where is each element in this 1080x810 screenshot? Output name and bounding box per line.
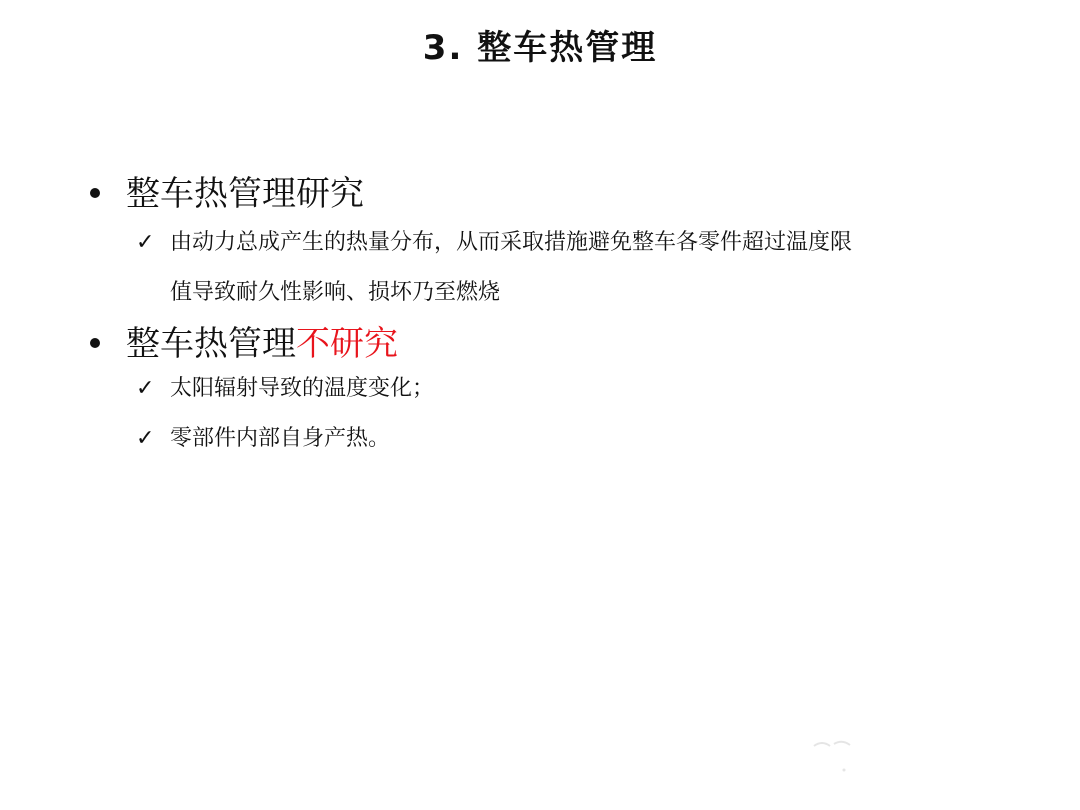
slide-title: 3. 整车热管理 xyxy=(422,28,658,68)
list-item xyxy=(136,374,434,404)
watermark-logo xyxy=(808,738,856,778)
section-heading-text: 整车热管理 xyxy=(126,324,296,364)
section-heading-highlight: 不研究 xyxy=(296,324,398,364)
list-item-text: 零部件内部自身产热。 xyxy=(170,426,391,451)
check-mark-icon: ✓ xyxy=(136,426,155,451)
check-mark-icon: ✓ xyxy=(136,230,155,255)
bullet-dot-icon xyxy=(90,338,100,348)
list-item-text: 由动力总成产生的热量分布，从而采取措施避免整车各零件超过温度限 xyxy=(170,230,853,255)
section-heading-not-research xyxy=(90,322,398,366)
list-item xyxy=(136,424,390,454)
section-heading-research xyxy=(90,172,364,216)
section-heading-text: 整车热管理研究 xyxy=(126,174,364,214)
bullet-dot-icon xyxy=(90,188,100,198)
list-item-text: 太阳辐射导致的温度变化； xyxy=(170,376,435,401)
list-item-continuation: 值导致耐久性影响、损坏乃至燃烧 xyxy=(170,280,501,305)
check-mark-icon: ✓ xyxy=(136,376,155,401)
list-item xyxy=(136,228,852,258)
